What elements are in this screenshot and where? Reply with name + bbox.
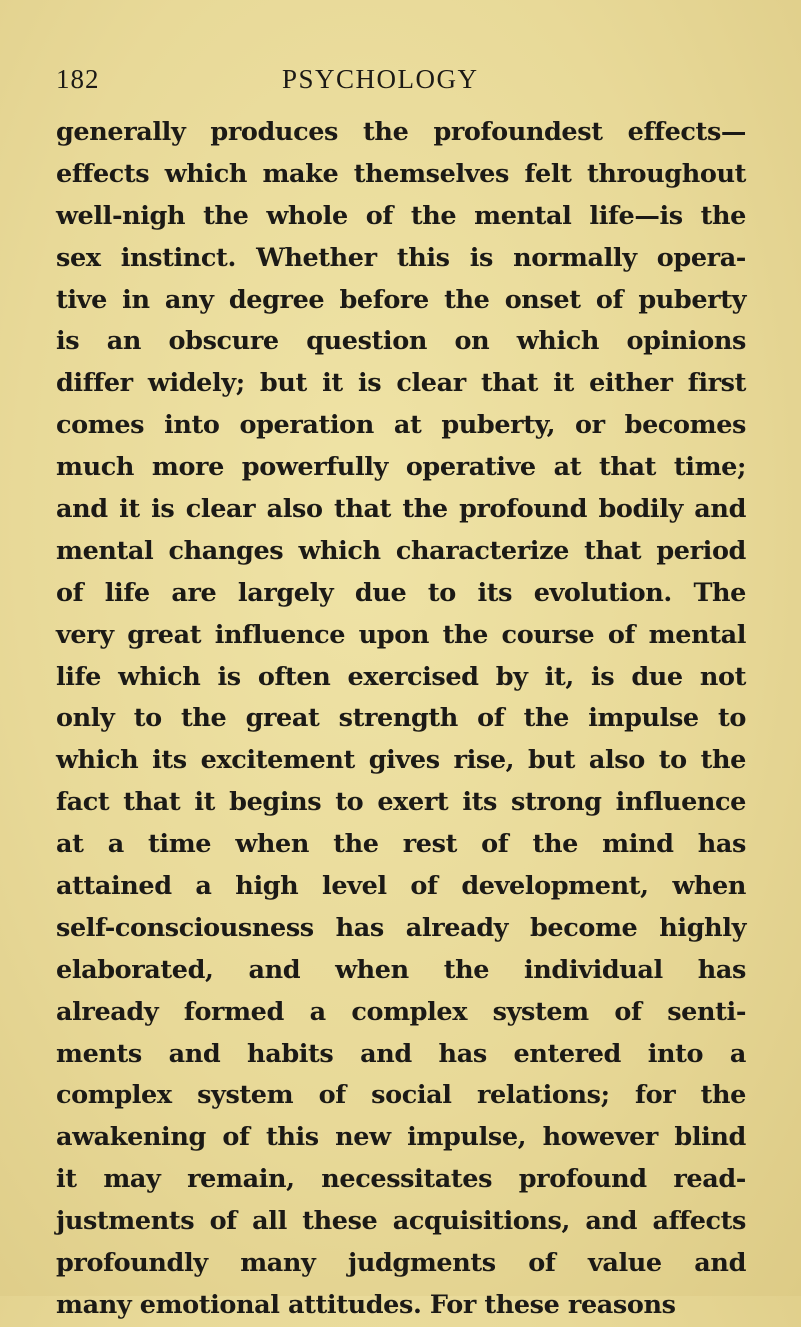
text-line: of life are largely due to its evolution. The xyxy=(56,577,746,608)
text-line: at a time when the rest of the mind has xyxy=(56,829,746,860)
text-line: and it is clear also that the profound bodily and xyxy=(56,494,746,525)
text-line: attained a high level of development, when xyxy=(56,871,746,902)
running-title: PSYCHOLOGY xyxy=(282,64,479,94)
text-line: mental changes which characterize that period xyxy=(56,535,746,566)
text-line: very great influence upon the course of mental xyxy=(56,619,746,650)
text-line: only to the great strength of the impulse to xyxy=(56,703,746,734)
text-line: profoundly many judgments of value and xyxy=(56,1248,746,1279)
text-line: differ widely; but it is clear that it either first xyxy=(56,368,746,399)
running-head xyxy=(56,62,746,96)
text-line: justments of all these acquisitions, and affects xyxy=(56,1206,746,1237)
text-line: is an obscure question on which opinions xyxy=(56,326,746,357)
text-line: complex system of social relations; for the xyxy=(56,1080,746,1111)
text-line: effects which make themselves felt throughout xyxy=(56,158,746,189)
text-line: ments and habits and has entered into a xyxy=(56,1038,746,1069)
text-line: elaborated, and when the individual has xyxy=(56,954,746,985)
text-line: comes into operation at puberty, or becomes xyxy=(56,410,746,441)
body-text xyxy=(56,112,746,1327)
page-number: 182 xyxy=(56,64,100,94)
text-line: well-nigh the whole of the mental life—is the xyxy=(56,200,746,231)
text-line: which its excitement gives rise, but also to the xyxy=(56,745,746,776)
text-line: already formed a complex system of senti- xyxy=(56,996,746,1027)
text-line: self-consciousness has already become highly xyxy=(56,912,746,943)
text-line: it may remain, necessitates profound read- xyxy=(56,1164,746,1195)
text-line: many emotional attitudes. For these reasons xyxy=(56,1289,676,1320)
text-line: fact that it begins to exert its strong influence xyxy=(56,787,746,818)
text-line: tive in any degree before the onset of puberty xyxy=(56,284,746,315)
text-line: much more powerfully operative at that time; xyxy=(56,452,746,483)
text-line: sex instinct. Whether this is normally opera- xyxy=(56,242,746,273)
text-line: awakening of this new impulse, however blind xyxy=(56,1122,746,1153)
text-line: life which is often exercised by it, is due not xyxy=(56,661,746,692)
text-line: generally produces the profoundest effects— xyxy=(56,117,746,147)
